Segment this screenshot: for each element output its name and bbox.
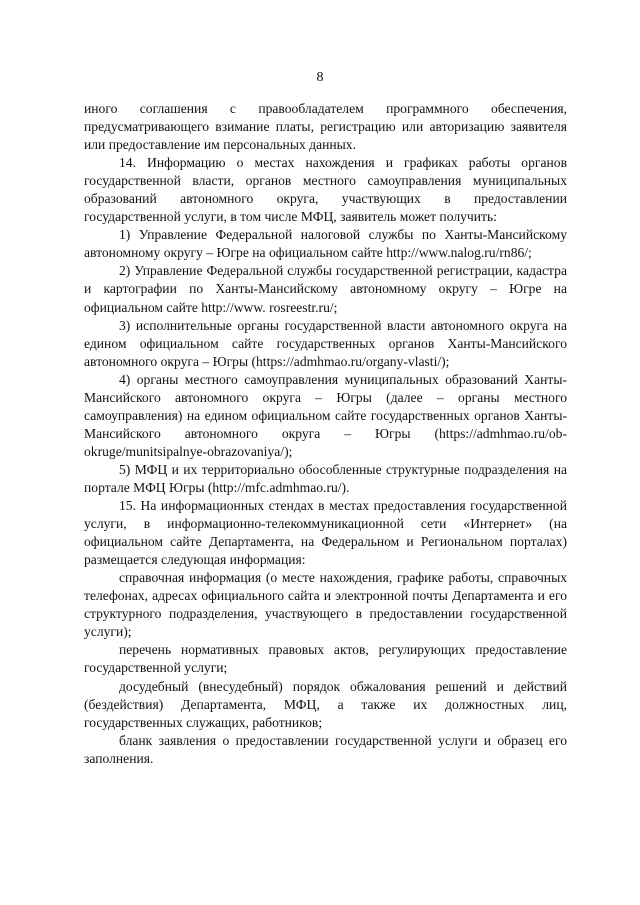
paragraph-14-item-2: 2) Управление Федеральной службы государственной регистрации, кадастра и картографии по Ханты-Мансийскому автономному округу – Югре на официальном сайте http://www. rosreestr.ru/;: [84, 263, 567, 315]
paragraph-14-item-1: 1) Управление Федеральной налоговой службы по Ханты-Мансийскому автономному округу – Югре на официальном сайте http://www.nalog.ru/rn86/;: [84, 227, 567, 261]
paragraph-continuation: иного соглашения с правообладателем программного обеспечения, предусматривающего взимание платы, регистрацию или авторизацию заявителя или предоставление им персональных данных.: [84, 101, 567, 153]
document-body: [84, 100, 567, 768]
paragraph-15-item-appeal-procedure: досудебный (внесудебный) порядок обжалования решений и действий (бездействия) Департамента, МФЦ, а также их должностных лиц, государственных служащих, работников;: [84, 678, 567, 730]
paragraph-15-item-regulations: перечень нормативных правовых актов, регулирующих предоставление государственной услуги;: [84, 642, 567, 676]
paragraph-14: 14. Информацию о местах нахождения и графиках работы органов государственной власти, органов местного самоуправления муниципальных образований автономного округа, участвующих в предоставлении государственной услуги, в том числе МФЦ, заявитель может получить:: [84, 155, 567, 225]
page-number: 8: [316, 70, 324, 85]
paragraph-15-item-application-form: бланк заявления о предоставлении государственной услуги и образец его заполнения.: [84, 732, 567, 766]
paragraph-15-item-reference-info: справочная информация (о месте нахождения, графике работы, справочных телефонах, адресах официального сайта и электронной почты Департамента и его структурного подразделения, участвующего в предоставлении государственной услуги);: [84, 570, 567, 640]
paragraph-14-item-4: 4) органы местного самоуправления муниципальных образований Ханты-Мансийского автономного округа – Югры (далее – органы местного самоуправления) на едином официальном сайте государственных органов Ханты-Мансийского автономного округа – Югры (https://admhmao.ru/ob-okruge/munitsipalnye-obrazovaniya/);: [84, 371, 567, 459]
paragraph-15: 15. На информационных стендах в местах предоставления государственной услуги, в информационно-телекоммуникационной сети «Интернет» (на официальном сайте Департамента, на Федеральном и Региональном порталах) размещается следующая информация:: [84, 498, 567, 568]
paragraph-14-item-5: 5) МФЦ и их территориально обособленные структурные подразделения на портале МФЦ Югры (http://mfc.admhmao.ru/).: [84, 461, 567, 495]
paragraph-14-item-3: 3) исполнительные органы государственной власти автономного округа на едином официальном сайте государственных органов Ханты-Мансийского автономного округа – Югры (https://admhmao.ru/organy-vlasti/);: [84, 317, 567, 369]
